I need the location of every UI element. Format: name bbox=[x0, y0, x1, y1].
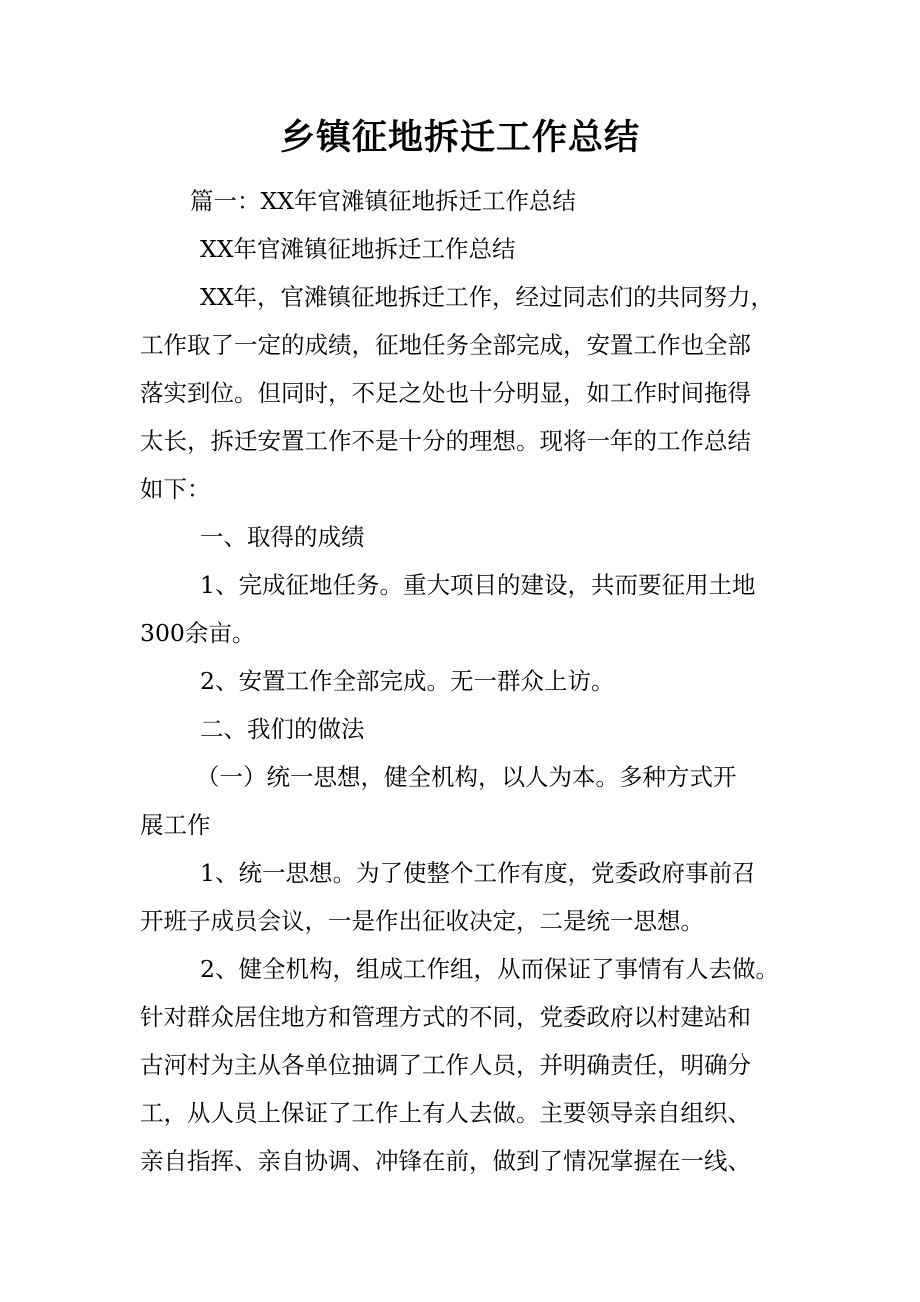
section-heading: 二、我们的做法 bbox=[200, 715, 365, 743]
paragraph-line: 古河村为主从各单位抽调了工作人员，并明确责任，明确分 bbox=[140, 1051, 751, 1079]
paragraph-line: （一）统一思想，健全机构，以人为本。多种方式开 bbox=[196, 763, 737, 791]
paragraph-line: 300余亩。 bbox=[140, 619, 256, 647]
paragraph-line: 如下： bbox=[140, 475, 211, 503]
document-title: 乡镇征地拆迁工作总结 bbox=[279, 117, 640, 158]
paragraph-line: 开班子成员会议，一是作出征收决定，二是统一思想。 bbox=[140, 907, 704, 935]
paragraph-line: 1、统一思想。为了使整个工作有度，党委政府事前召 bbox=[200, 859, 756, 887]
paragraph-line: 工，从人员上保证了工作上有人去做。主要领导亲自组织、 bbox=[140, 1099, 751, 1127]
sub-heading: XX年官滩镇征地拆迁工作总结 bbox=[200, 235, 516, 263]
paragraph-line: 针对群众居住地方和管理方式的不同，党委政府以村建站和 bbox=[140, 1003, 751, 1031]
paragraph-line: 太长，拆迁安置工作不是十分的理想。现将一年的工作总结 bbox=[140, 427, 751, 455]
section-heading: 一、取得的成绩 bbox=[200, 523, 365, 551]
paragraph-line: XX年，官滩镇征地拆迁工作，经过同志们的共同努力， bbox=[200, 283, 774, 311]
paragraph-line: 2、安置工作全部完成。无一群众上访。 bbox=[200, 667, 615, 695]
paragraph-line: 1、完成征地任务。重大项目的建设，共而要征用土地 bbox=[200, 571, 756, 599]
chapter-heading: 篇一：XX年官滩镇征地拆迁工作总结 bbox=[190, 187, 576, 215]
paragraph-line: 工作取了一定的成绩，征地任务全部完成，安置工作也全部 bbox=[140, 331, 751, 359]
paragraph-line: 2、健全机构，组成工作组，从而保证了事情有人去做。 bbox=[200, 955, 779, 983]
paragraph-line: 亲自指挥、亲自协调、冲锋在前，做到了情况掌握在一线、 bbox=[140, 1147, 751, 1175]
paragraph-line: 展工作 bbox=[140, 811, 211, 839]
paragraph-line: 落实到位。但同时，不足之处也十分明显，如工作时间拖得 bbox=[140, 379, 751, 407]
